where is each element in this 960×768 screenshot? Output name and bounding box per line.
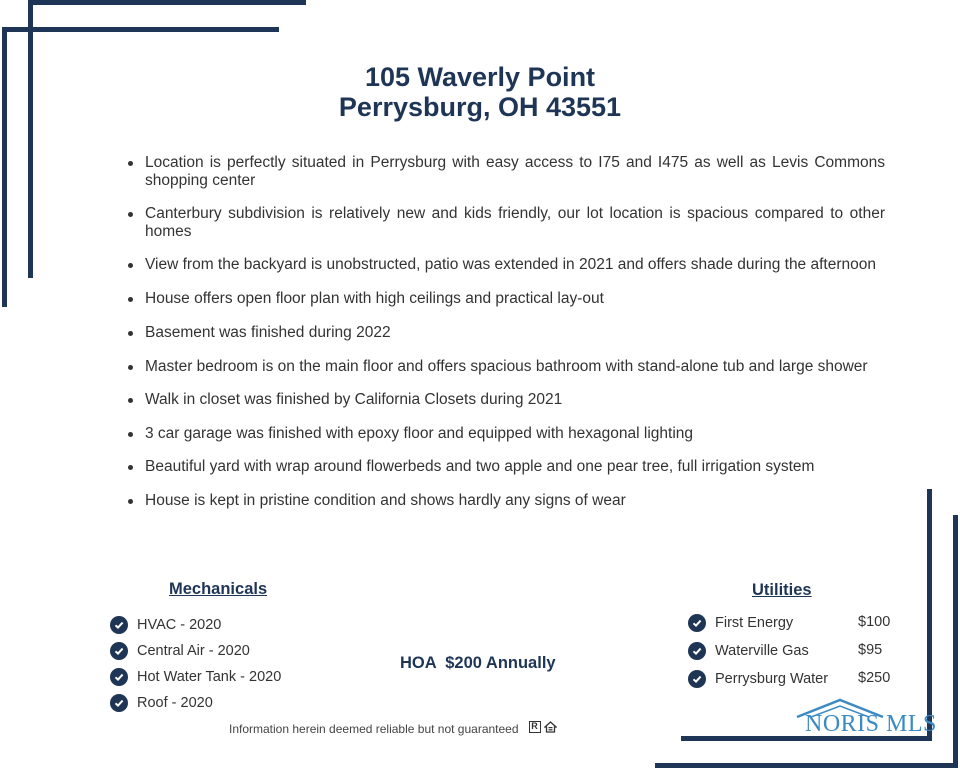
mechanical-item (110, 642, 250, 660)
utility-name: Perrysburg Water (715, 671, 829, 687)
feature-item: Location is perfectly situated in Perrysburg with easy access to I75 and I475 as well as Levis Commons shopping center (125, 154, 885, 189)
frame-line-right-outer (953, 515, 958, 768)
utility-price: $95 (858, 642, 883, 658)
utility-price: $250 (858, 670, 891, 686)
mechanicals-heading: Mechanicals (169, 580, 268, 598)
frame-line-top-inner (2, 27, 279, 32)
check-circle-icon (110, 694, 128, 712)
realtor-icon: R (529, 721, 541, 733)
check-circle-icon (110, 642, 128, 660)
utility-item (688, 642, 809, 660)
mechanical-item (110, 668, 281, 686)
feature-item: 3 car garage was finished with epoxy floor and equipped with hexagonal lighting (125, 425, 885, 443)
utilities-heading: Utilities (752, 581, 812, 599)
frame-line-bottom-outer (655, 763, 958, 768)
realtor-equal-housing-icons (529, 721, 557, 736)
mechanical-item-label: Hot Water Tank - 2020 (137, 669, 282, 685)
feature-item: Beautiful yard with wrap around flowerbeds and two apple and one pear tree, full irrigation system (125, 458, 885, 476)
mechanical-item (110, 616, 221, 634)
feature-item: Master bedroom is on the main floor and offers spacious bathroom with stand-alone tub and large shower (125, 358, 885, 376)
utility-name: Waterville Gas (715, 643, 809, 659)
mechanical-item (110, 694, 213, 712)
frame-line-top-outer (28, 0, 306, 5)
frame-line-left-outer (28, 0, 33, 278)
check-circle-icon (688, 670, 706, 688)
utility-item (688, 670, 828, 688)
utility-item (688, 614, 793, 632)
feature-item: House is kept in pristine condition and shows hardly any signs of wear (125, 492, 885, 510)
mechanical-item-label: Roof - 2020 (137, 695, 213, 711)
noris-mls-logo (795, 697, 945, 743)
check-circle-icon (688, 642, 706, 660)
address-line-1: 105 Waverly Point (364, 62, 596, 92)
mechanical-item-label: Central Air - 2020 (137, 643, 250, 659)
feature-item: Canterbury subdivision is relatively new and kids friendly, our lot location is spacious compared to other homes (125, 205, 885, 240)
address-line-2: Perrysburg, OH 43551 (338, 92, 622, 122)
mechanical-item-label: HVAC - 2020 (137, 617, 222, 633)
check-circle-icon (110, 668, 128, 686)
check-circle-icon (688, 614, 706, 632)
utility-price: $100 (858, 614, 891, 630)
feature-item: House offers open floor plan with high ceilings and practical lay-out (125, 290, 885, 308)
utility-name: First Energy (715, 615, 794, 631)
check-circle-icon (110, 616, 128, 634)
feature-item: Walk in closet was finished by California Closets during 2021 (125, 391, 885, 409)
feature-list (125, 150, 885, 509)
equal-housing-icon (544, 721, 557, 736)
property-address (0, 62, 960, 122)
feature-item: Basement was finished during 2022 (125, 324, 885, 342)
feature-item: View from the backyard is unobstructed, patio was extended in 2021 and offers shade during the afternoon (125, 256, 885, 274)
disclaimer-text: Information herein deemed reliable but not guaranteed (229, 721, 519, 736)
logo-text: NORIS MLS (805, 711, 937, 737)
disclaimer (229, 721, 557, 736)
hoa-fee: HOA $200 Annually (400, 654, 556, 672)
